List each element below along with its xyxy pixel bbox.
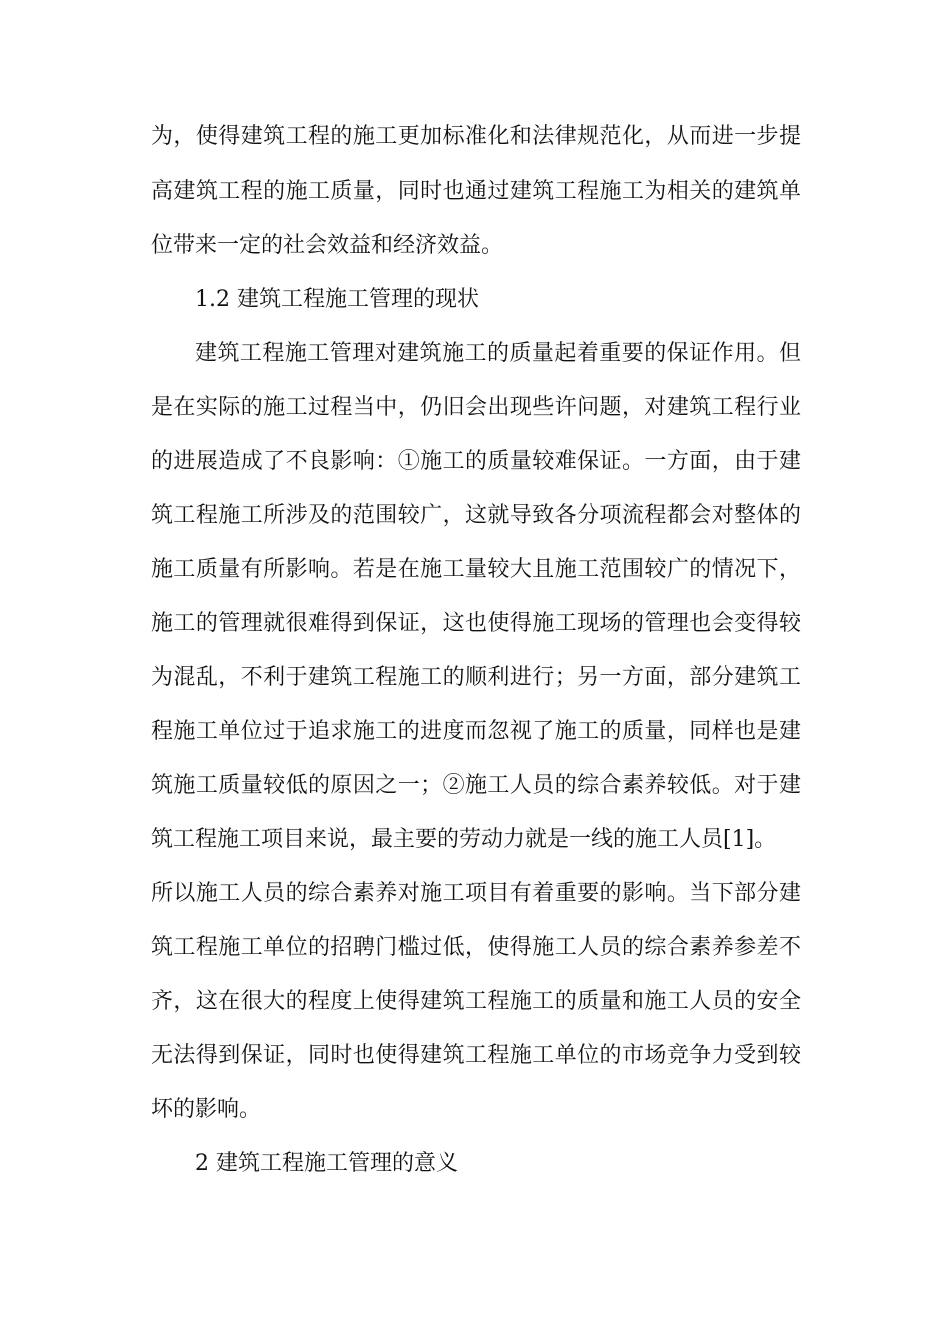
- paragraph-line: 位带来一定的社会效益和经济效益。: [151, 233, 504, 258]
- paragraph-line: 筑工程施工所涉及的范围较广，这就导致各分项流程都会对整体的: [151, 503, 801, 528]
- paragraph-line: 为，使得建筑工程的施工更加标准化和法律规范化，从而进一步提: [151, 124, 801, 149]
- paragraph-line: 齐，这在很大的程度上使得建筑工程施工的质量和施工人员的安全: [151, 989, 801, 1014]
- paragraph-line: 为混乱，不利于建筑工程施工的顺利进行；另一方面，部分建筑工: [151, 665, 801, 690]
- section-heading: 2 建筑工程施工管理的意义: [195, 1151, 458, 1176]
- paragraph-line: 是在实际的施工过程当中，仍旧会出现些许问题，对建筑工程行业: [151, 395, 801, 420]
- paragraph-line: 所以施工人员的综合素养对施工项目有着重要的影响。当下部分建: [151, 881, 801, 906]
- paragraph-line: 筑工程施工单位的招聘门槛过低，使得施工人员的综合素养参差不: [151, 935, 801, 960]
- section-heading: 1.2 建筑工程施工管理的现状: [195, 287, 479, 312]
- paragraph-line: 建筑工程施工管理对建筑施工的质量起着重要的保证作用。但: [195, 341, 801, 366]
- paragraph-line: 施工质量有所影响。若是在施工量较大且施工范围较广的情况下，: [151, 557, 801, 582]
- paragraph-line: 施工的管理就很难得到保证，这也使得施工现场的管理也会变得较: [151, 611, 801, 636]
- paragraph-line: 无法得到保证，同时也使得建筑工程施工单位的市场竞争力受到较: [151, 1043, 801, 1068]
- paragraph-line: 的进展造成了不良影响：①施工的质量较难保证。一方面，由于建: [151, 449, 801, 474]
- paragraph-line: 筑施工质量较低的原因之一；②施工人员的综合素养较低。对于建: [151, 773, 801, 798]
- paragraph-line: 筑工程施工项目来说，最主要的劳动力就是一线的施工人员[1]。: [151, 827, 777, 852]
- paragraph-line: 坏的影响。: [151, 1097, 262, 1122]
- paragraph-line: 高建筑工程的施工质量，同时也通过建筑工程施工为相关的建筑单: [151, 179, 801, 204]
- paragraph-line: 程施工单位过于追求施工的进度而忽视了施工的质量，同样也是建: [151, 719, 801, 744]
